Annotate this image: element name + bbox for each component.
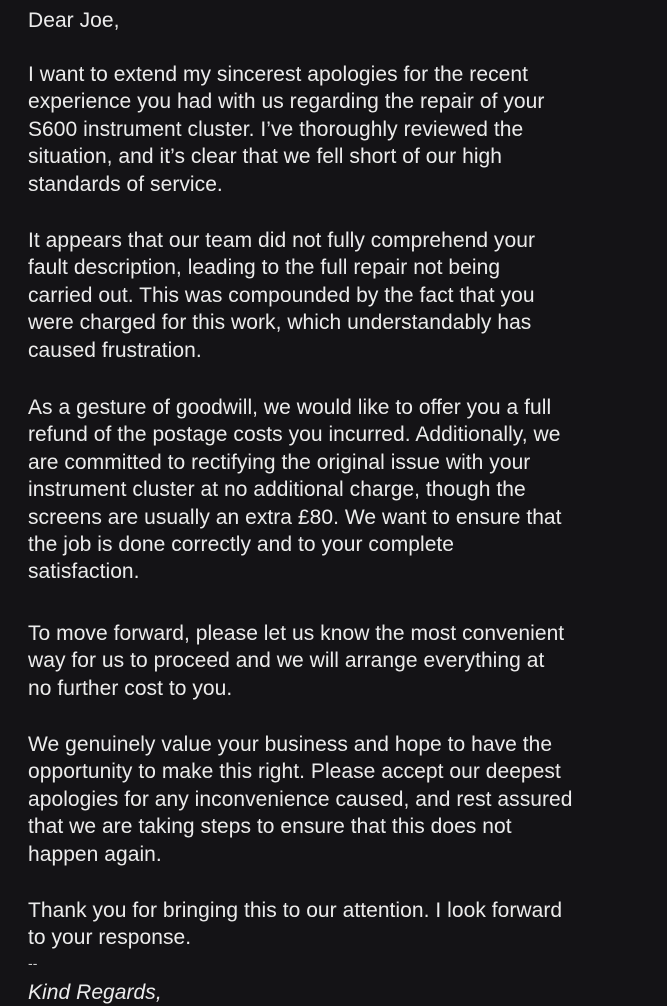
text-line: I want to extend my sincerest apologies for the recent (28, 63, 528, 86)
text-line: S600 instrument cluster. I’ve thoroughly reviewed the (28, 117, 524, 141)
text-line: To move forward, please let us know the most convenient (28, 622, 565, 645)
email-paragraph-6 (28, 897, 562, 952)
text-line: As a gesture of goodwill, we would like to offer you a full (28, 396, 552, 419)
text-line: standards of service. (28, 172, 223, 196)
text-line: no further cost to you. (28, 676, 233, 700)
email-paragraph-5 (28, 731, 572, 868)
text-line: situation, and it’s clear that we fell short of our high (28, 145, 503, 169)
text-line: caused frustration. (28, 338, 202, 362)
email-greeting: Dear Joe, (28, 9, 120, 32)
text-line: We genuinely value your business and hope to have the (28, 733, 553, 756)
text-line: the job is done correctly and to your complete (28, 532, 455, 556)
email-paragraph-4 (28, 620, 564, 702)
text-line: apologies for any inconvenience caused, and rest assured (28, 787, 573, 811)
text-line: happen again. (28, 842, 162, 866)
text-line: that we are taking steps to ensure that this does not (28, 815, 512, 839)
text-line: to your response. (28, 926, 192, 950)
text-line: opportunity to make this right. Please accept our deepest (28, 760, 561, 784)
text-line: carried out. This was compounded by the fact that you (28, 283, 535, 307)
email-paragraph-3 (28, 394, 562, 586)
signature-closing: Kind Regards, (28, 981, 162, 1004)
text-line: way for us to proceed and we will arrange everything at (28, 649, 545, 673)
text-line: It appears that our team did not fully comprehend your (28, 229, 535, 252)
text-line: instrument cluster at no additional charge, though the (28, 478, 526, 502)
email-paragraph-2 (28, 227, 535, 364)
signature-separator: -- (28, 955, 38, 971)
text-line: were charged for this work, which understandably has (28, 311, 532, 335)
text-line: screens are usually an extra £80. We want to ensure that (28, 505, 562, 529)
text-line: are committed to rectifying the original issue with your (28, 450, 531, 474)
text-line: Thank you for bringing this to our attention. I look forward (28, 899, 563, 922)
text-line: refund of the postage costs you incurred. Additionally, we (28, 423, 561, 447)
email-paragraph-1 (28, 61, 544, 198)
text-line: fault description, leading to the full repair not being (28, 256, 501, 280)
text-line: satisfaction. (28, 560, 140, 584)
text-line: experience you had with us regarding the repair of your (28, 90, 545, 114)
